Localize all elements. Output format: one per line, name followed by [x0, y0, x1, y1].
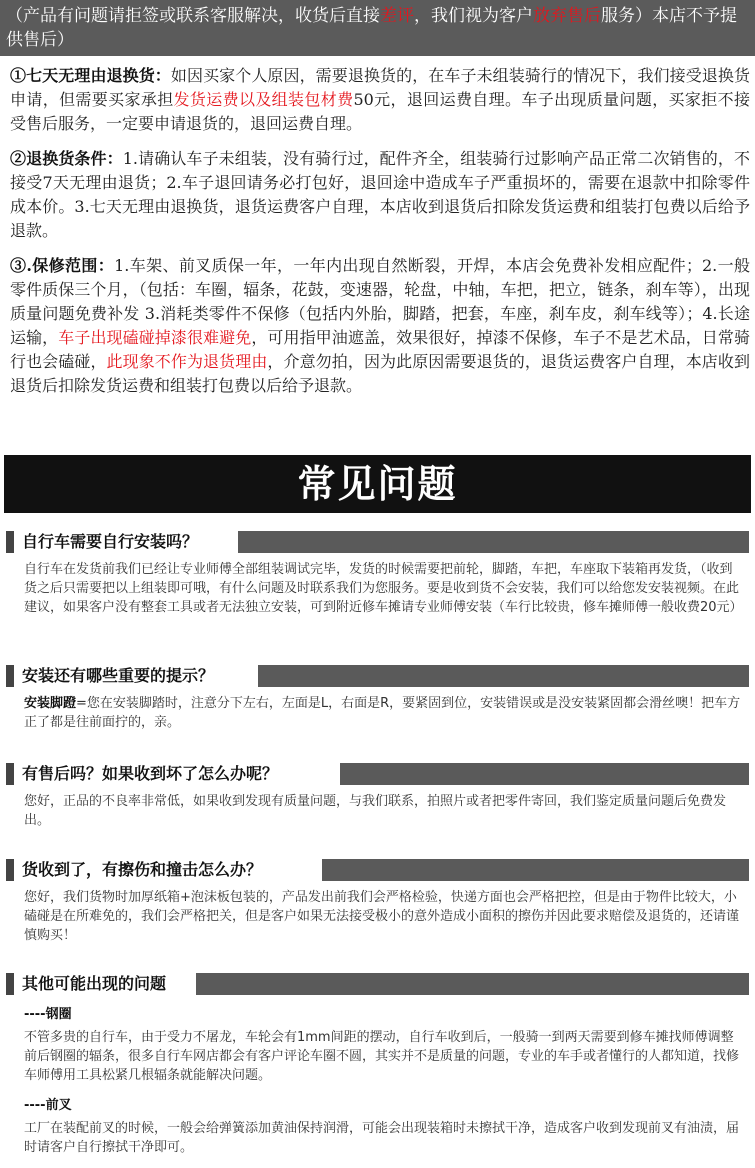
after-sales-notice	[0, 0, 755, 56]
faq-answer: 自行车在发货前我们已经让专业师傅全部组装调试完毕，发货的时候需要把前轮，脚踏，车把，车座取下装箱再发货，（收到货之后只需要把以上组装即可哦，有什么问题及时联系我们为您服务。要是收到货不会安装，我们可以给您发安装视频。在此建议，如果客户没有整套工具或者无法独立安装，可到附近修车摊请专业师傅安装（车行比较贵，修车摊师傅一般收费20元）	[24, 562, 743, 615]
answer-bold-pedal: 安装脚蹬	[24, 696, 77, 711]
faq-question-title: 自行车需要自行安装吗？	[22, 532, 199, 551]
policy-seven-day-return	[10, 64, 750, 136]
policy-text-1b: 50元，退回运费自理。车子出现质量问题，买家拒不接受售后服务，一定要申请退货的，退回运费自理。	[10, 90, 750, 133]
faq-answer: 您好，正品的不良率非常低，如果收到发现有质量问题，与我们联系，拍照片或者把零件寄回，我们鉴定质量问题后免费发出。	[24, 794, 727, 828]
notice-red-abandon-service: 放弃售后	[533, 6, 601, 26]
policy-red-1: 发货运费以及组装包材费	[173, 90, 354, 109]
sub-label-fork: ----前叉	[24, 1098, 72, 1113]
faq-answer: 您好，我们货物时加厚纸箱+泡沫板包装的，产品发出前我们会严格检验，快递方面也会严格把控，但是由于物件比较大，小磕碰是在所难免的，我们会严格把关，但是客户如果无法接受极小的意外造成小面积的擦伤并因此要求赔偿及退货的，还请谨慎购买！	[24, 890, 740, 943]
faq-banner: 常见问题	[4, 455, 751, 513]
section-divider-bar	[340, 763, 749, 785]
faq-question-title: 货收到了，有擦伤和撞击怎么办？	[22, 860, 263, 879]
section-divider-bar	[322, 859, 749, 881]
section-marker	[6, 531, 14, 553]
policy-heading-2: ②退换货条件：	[10, 149, 123, 168]
faq-item-damage	[0, 856, 755, 945]
policy-text-1a: 如因买家个人原因，需要退换货的，在车子未组装骑行的情况下，我们接受退换货申请，但需要买家承担	[10, 66, 750, 109]
notice-text-1: （产品有问题请拒签或联系客服解决，收货后直接	[6, 6, 380, 26]
policy-text-3a: 1.车架、前叉质保一年，一年内出现自然断裂，开焊，本店会免费补发相应配件；2.一般零件质保三个月，（包括：车圈，辐条，花鼓，变速器，轮盘，中轴，车把，把立，链条，刹车等），出现质量问题免费补发 3.消耗类零件不保修（包括内外胎，脚踏，把套，车座，刹车皮，刹车线等）；4.长途运输，	[10, 256, 750, 347]
policy-red-3b: 此现象不作为退货理由	[106, 352, 268, 371]
notice-text-3: 服务）本店不予提供售后）	[6, 6, 737, 50]
policy-text-2: 1.请确认车子未组装，没有骑行过，配件齐全，组装骑行过影响产品正常二次销售的，不接受7天无理由退货；2.车子退回请务必打包好，退回途中造成车子严重损坏的，需要在退款中扣除零件成本价。3.七天无理由退换货，退货运费客户自理，本店收到退货后扣除发货运费和组装打包费以后给予退款。	[10, 149, 750, 240]
answer-text: =您在安装脚踏时，注意分下左右，左面是L，右面是R，要紧固到位，安装错误或是没安装紧固都会滑丝噢！把车方正了都是往前面拧的，亲。	[24, 696, 741, 730]
sub-label-rim: ----钢圈	[24, 1007, 72, 1022]
faq-question-title: 安装还有哪些重要的提示？	[22, 666, 215, 685]
policy-warranty-scope	[10, 254, 750, 398]
faq-item-install-tips	[0, 662, 755, 732]
section-marker	[6, 859, 14, 881]
policy-return-conditions	[10, 147, 750, 243]
sub-text-fork: 工厂在装配前叉的时候，一般会给弹簧添加黄油保持润滑，可能会出现装箱时未擦拭干净，造成客户收到发现前叉有油渍，届时请客户自行擦拭干净即可。	[24, 1121, 740, 1155]
section-marker	[6, 665, 14, 687]
policy-text-3c: ，介意勿拍，因为此原因需要退货的，退货运费客户自理，本店收到退货后扣除发货运费和组装打包费以后给予退款。	[10, 352, 750, 395]
section-divider-bar	[258, 665, 749, 687]
section-marker	[6, 973, 14, 995]
policy-heading-3: ③.保修范围：	[10, 256, 115, 275]
policy-text-3b: ，可用指甲油遮盖，效果很好，掉漆不保修，车子不是艺术品，日常骑行也会磕碰，	[10, 328, 750, 371]
faq-question-title: 有售后吗？如果收到坏了怎么办呢？	[22, 764, 279, 783]
policy-red-3a: 车子出现磕碰掉漆很难避免	[58, 328, 252, 347]
faq-answer	[0, 690, 755, 732]
section-divider-bar	[238, 531, 749, 553]
sub-text-rim: 不管多贵的自行车，由于受力不屠龙，车轮会有1mm间距的摆动，自行车收到后，一般骑一到两天需要到修车摊找师傅调整前后钢圈的辐条，很多自行车网店都会有客户评论车圈不圆，其实并不是质量的问题，专业的车手或者懂行的人都知道，找修车师傅用工具松紧几根辐条就能解决问题。	[24, 1030, 740, 1083]
policy-heading-1: ①七天无理由退换货：	[10, 66, 171, 85]
section-divider-bar	[196, 973, 749, 995]
return-policy	[10, 64, 750, 409]
section-marker	[6, 763, 14, 785]
faq-item-after-sales	[0, 760, 755, 830]
notice-text-2: ，我们视为客户	[414, 6, 533, 26]
notice-red-negative-review: 差评	[380, 6, 414, 26]
faq-question-title: 其他可能出现的问题	[22, 974, 167, 993]
faq-item-other-issues	[0, 970, 755, 1157]
faq-item-self-assembly	[0, 528, 755, 617]
